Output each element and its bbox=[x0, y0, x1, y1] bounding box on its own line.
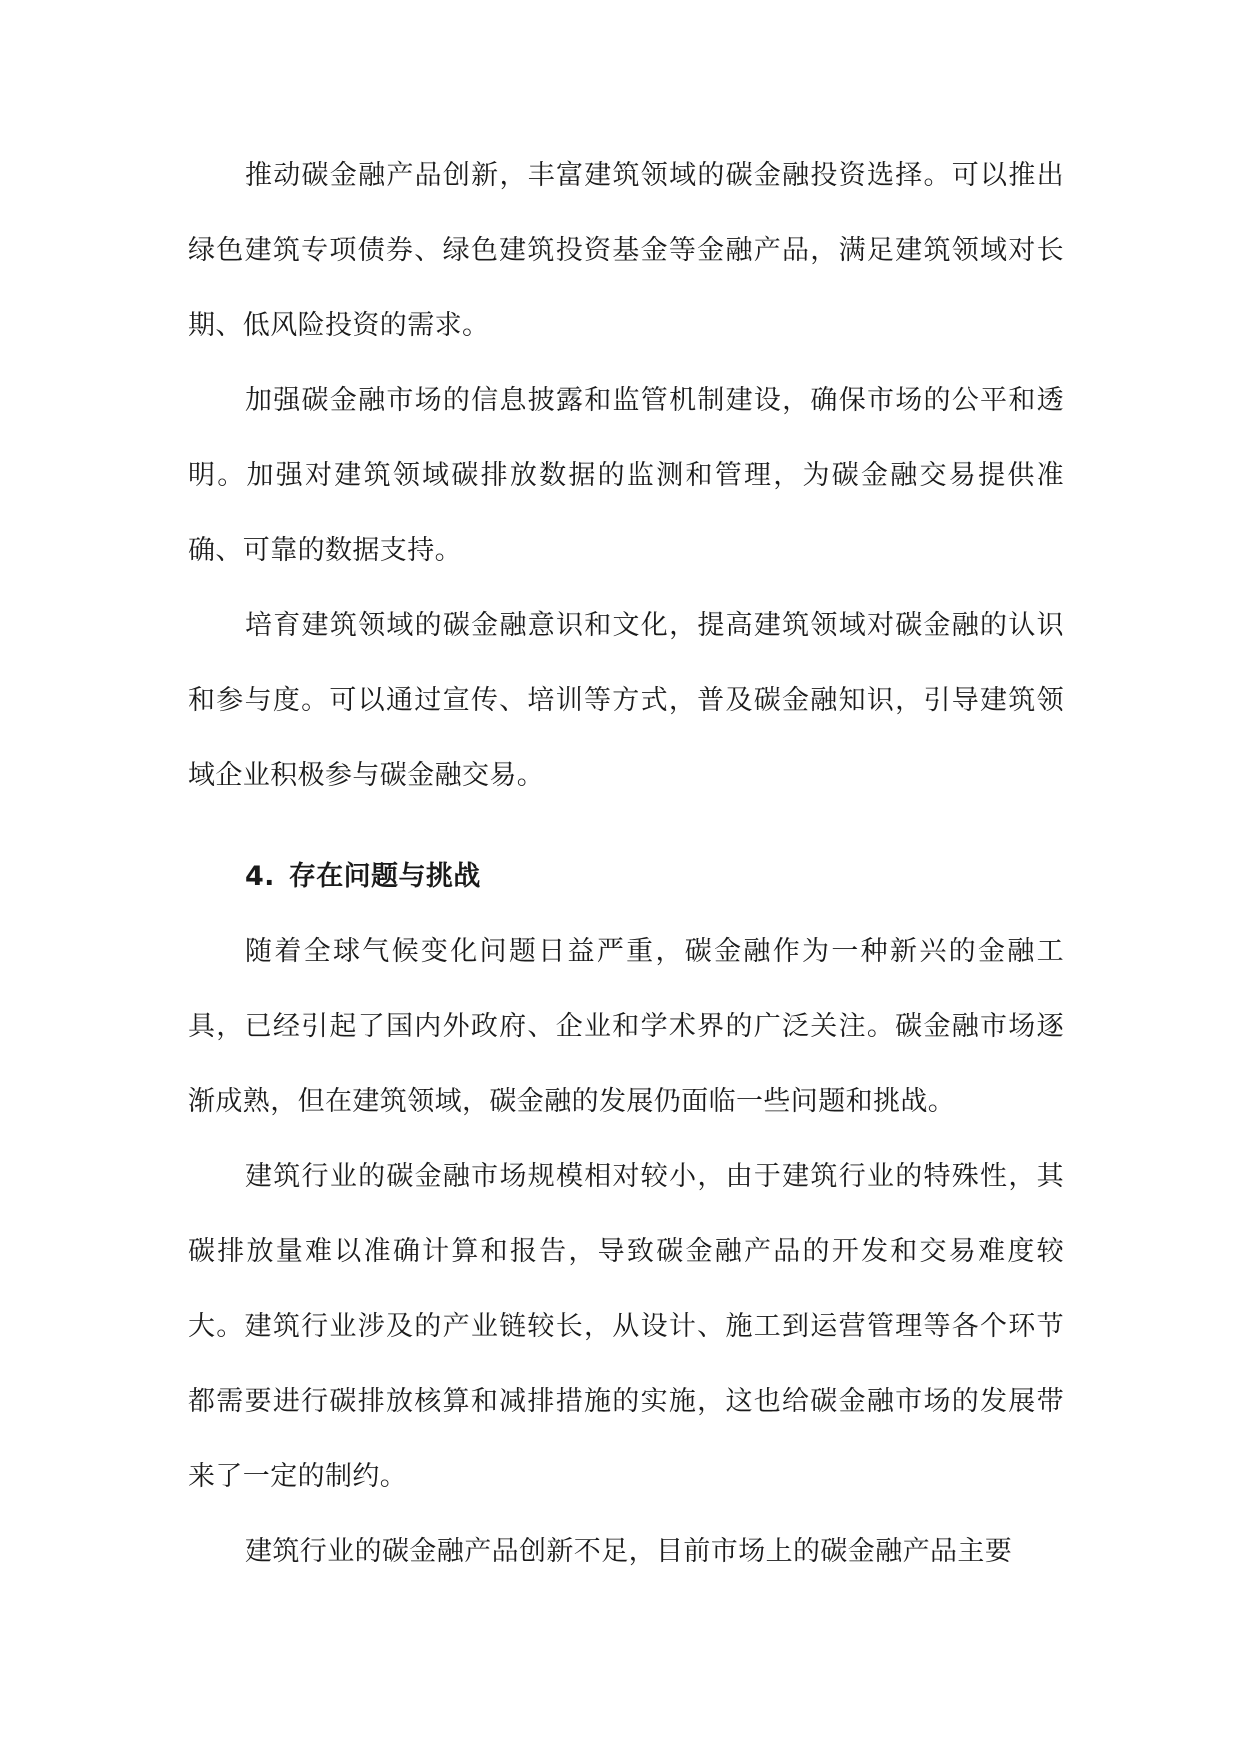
paragraph-disclosure-regulation: 加强碳金融市场的信息披露和监管机制建设，确保市场的公平和透明。加强对建筑领域碳排放数据的监测和管理，为碳金融交易提供准确、可靠的数据支持。 bbox=[188, 385, 1064, 566]
paragraph-product-innovation: 推动碳金融产品创新，丰富建筑领域的碳金融投资选择。可以推出绿色建筑专项债券、绿色建筑投资基金等金融产品，满足建筑领域对长期、低风险投资的需求。 bbox=[188, 160, 1064, 341]
paragraph-background: 随着全球气候变化问题日益严重，碳金融作为一种新兴的金融工具，已经引起了国内外政府、企业和学术界的广泛关注。碳金融市场逐渐成熟，但在建筑领域，碳金融的发展仍面临一些问题和挑战。 bbox=[188, 936, 1064, 1117]
document-page bbox=[188, 138, 1064, 1589]
paragraph-market-scale: 建筑行业的碳金融市场规模相对较小，由于建筑行业的特殊性，其碳排放量难以准确计算和报告，导致碳金融产品的开发和交易难度较大。建筑行业涉及的产业链较长，从设计、施工到运营管理等各个环节都需要进行碳排放核算和减排措施的实施，这也给碳金融市场的发展带来了一定的制约。 bbox=[188, 1161, 1064, 1492]
paragraph-product-shortage: 建筑行业的碳金融产品创新不足，目前市场上的碳金融产品主要 bbox=[245, 1536, 1013, 1567]
section-heading bbox=[188, 839, 1064, 914]
section-number: 4. bbox=[245, 861, 275, 892]
section-title: 存在问题与挑战 bbox=[288, 861, 481, 892]
paragraph-awareness-culture: 培育建筑领域的碳金融意识和文化，提高建筑领域对碳金融的认识和参与度。可以通过宣传、培训等方式，普及碳金融知识，引导建筑领域企业积极参与碳金融交易。 bbox=[188, 610, 1064, 791]
